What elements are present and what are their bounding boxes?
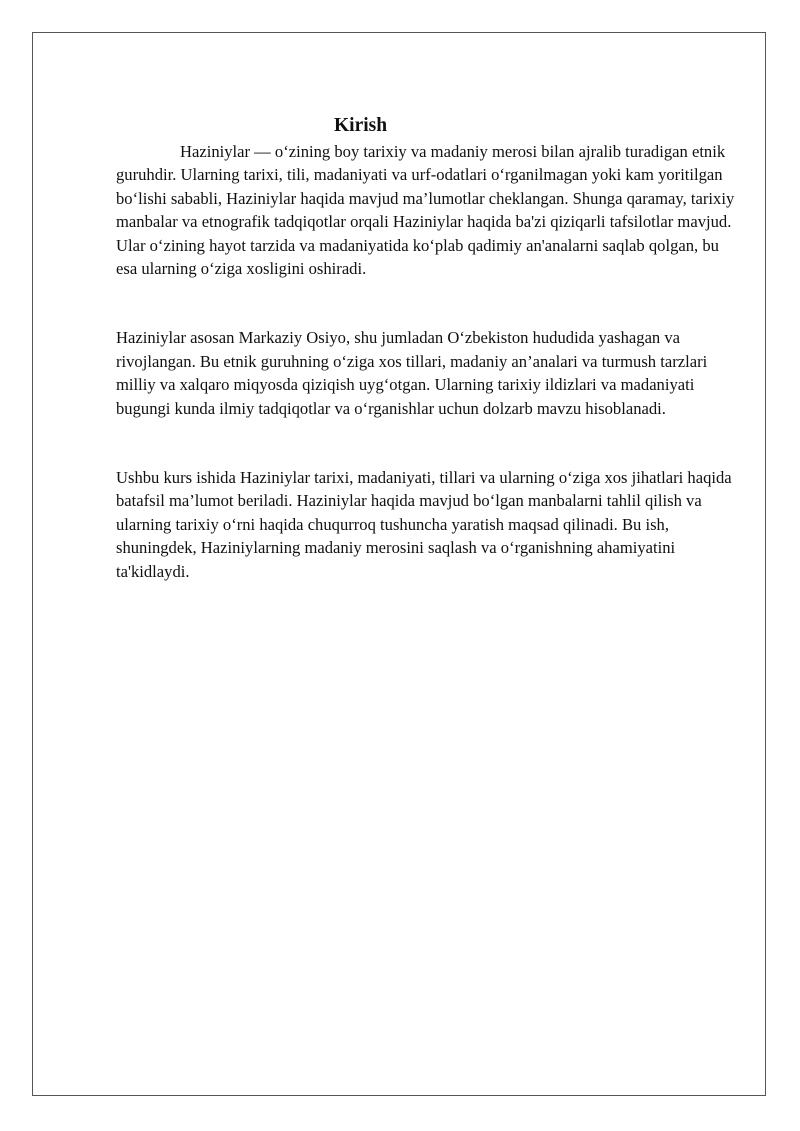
paragraph-purpose: Ushbu kurs ishida Haziniylar tarixi, madaniyati, tillari va ularning o‘ziga xos jihatlari haqida batafsil ma’lumot beriladi. Haziniylar haqida mavjud bo‘lgan manbalarni tahlil qilish va ularning tarixiy o‘rni haqida chuqurroq tushuncha yaratish maqsad qilinadi. Bu ish, shuningdek, Haziniylarning madaniy merosini saqlash va o‘rganishning ahamiyatini ta'kidlaydi.: [116, 468, 732, 581]
document-title: Kirish: [334, 115, 388, 136]
paragraph-spacer: [116, 280, 740, 326]
paragraph-intro: Haziniylar — o‘zining boy tarixiy va madaniy merosi bilan ajralib turadigan etnik guruhdir. Ularning tarixi, tili, madaniyati va urf-odatlari o‘rganilmagan yoki kam yoritilgan bo‘lishi sababli, Haziniylar haqida mavjud ma’lumotlar cheklangan. Shunga qaramay, tarixiy manbalar va etnografik tadqiqotlar orqali Haziniylar haqida ba'zi qiziqarli tafsilotlar mavjud. Ular o‘zining hayot tarzida va madaniyatida ko‘plab qadimiy an'analarni saqlab qolgan, bu esa ularning o‘ziga xosligini oshiradi.: [116, 142, 735, 279]
paragraph-spacer: [116, 420, 740, 466]
document-body: [116, 112, 740, 583]
paragraph-region: Haziniylar asosan Markaziy Osiyo, shu jumladan O‘zbekiston hududida yashagan va rivojlangan. Bu etnik guruhning o‘ziga xos tillari, madaniy an’analari va turmush tarzlari milliy va xalqaro miqyosda qiziqish uyg‘otgan. Ularning tarixiy ildizlari va madaniyati bugungi kunda ilmiy tadqiqotlar va o‘rganishlar uchun dolzarb mavzu hisoblanadi.: [116, 328, 708, 418]
